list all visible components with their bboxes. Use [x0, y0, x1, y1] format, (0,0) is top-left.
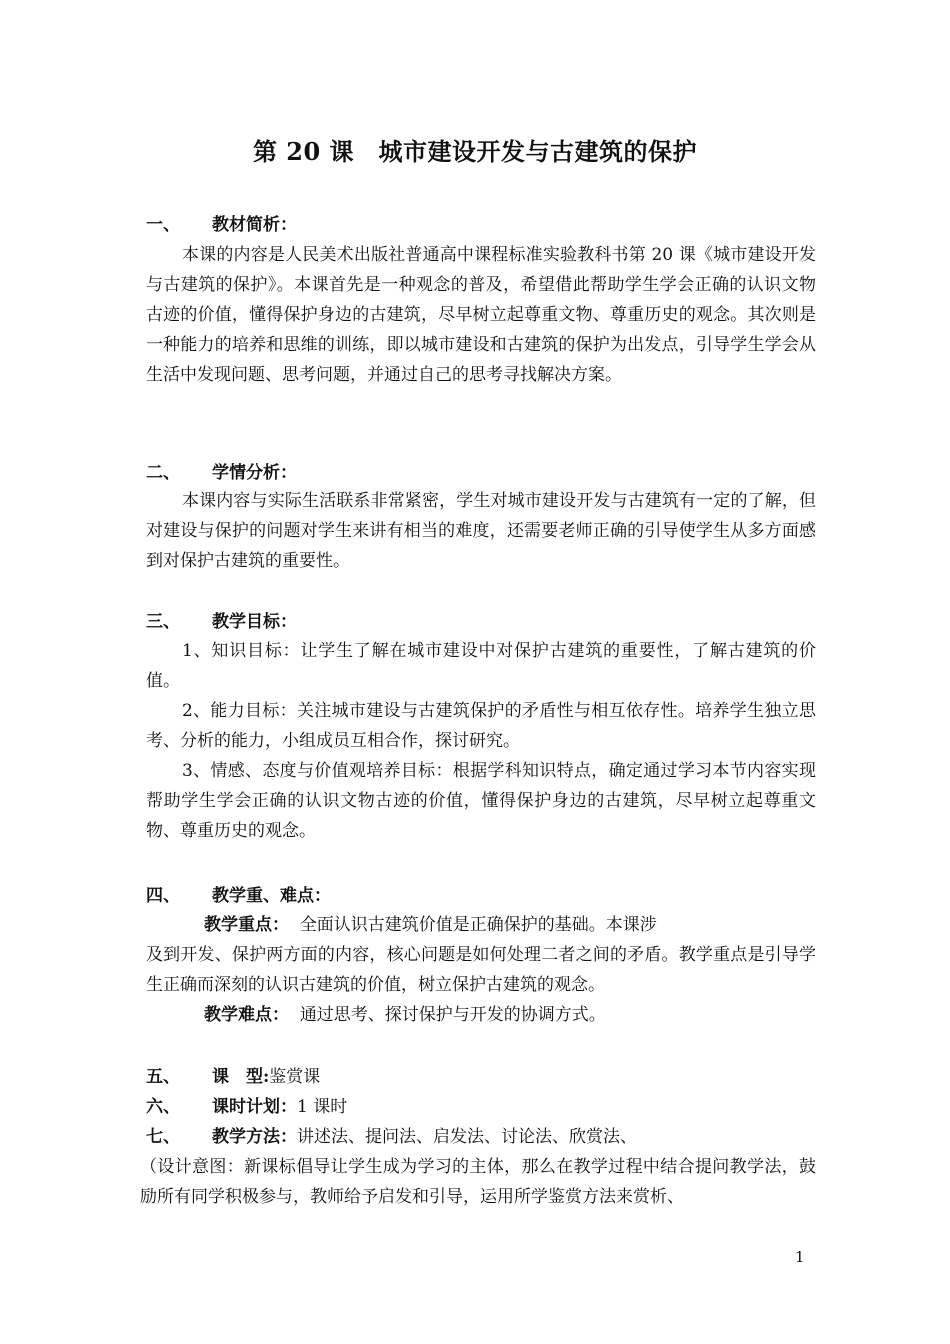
- key-point-line: [146, 910, 816, 940]
- section-number: 一、: [146, 215, 180, 235]
- objective-ability: 2、能力目标：关注城市建设与古建筑保护的矛盾性与相互依存性。培养学生独立思考、分析的能力，小组成员互相合作，探讨研究。: [146, 701, 816, 751]
- design-note-text: （设计意图：新课标倡导让学生成为学习的主体，那么在教学过程中结合提问教学法，鼓励所有同学积极参与，教师给予启发和引导，运用所学鉴赏方法来赏析、: [140, 1157, 816, 1207]
- section-heading-5: [146, 1062, 320, 1092]
- objective-knowledge: 1、知识目标：让学生了解在城市建设中对保护古建筑的重要性，了解古建筑的价值。: [146, 641, 816, 691]
- section-body-4: [146, 910, 816, 1030]
- objective-attitude: 3、情感、态度与价值观培养目标：根据学科知识特点，确定通过学习本节内容实现帮助学生学会正确的认识文物古迹的价值，懂得保护身边的古建筑，尽早树立起尊重文物、尊重历史的观念。: [146, 761, 816, 841]
- paragraph: 本课内容与实际生活联系非常紧密，学生对城市建设开发与古建筑有一定的了解，但对建设与保护的问题对学生来讲有相当的难度，还需要老师正确的引导使学生从多方面感到对保护古建筑的重要性。: [146, 491, 816, 571]
- section-title: 课时计划：: [212, 1097, 297, 1117]
- section-heading-1: [146, 210, 297, 240]
- section-title: 教学重、难点：: [212, 886, 331, 906]
- page-title: 第 20 课 城市建设开发与古建筑的保护: [252, 137, 698, 166]
- section-body-3: [146, 636, 816, 846]
- design-note: [140, 1152, 816, 1212]
- section-body-2: [146, 486, 816, 576]
- difficulty-text: 通过思考、探讨保护与开发的协调方式。: [299, 1005, 606, 1025]
- section-value: 鉴赏课: [269, 1067, 321, 1087]
- section-title: 教学目标：: [212, 612, 297, 632]
- section-title: 教材简析：: [212, 215, 297, 235]
- section-heading-3: [146, 607, 297, 637]
- section-title: 课 型:: [212, 1067, 270, 1087]
- key-point-text: 全面认识古建筑价值是正确保护的基础。本课涉: [299, 915, 657, 935]
- section-value: 讲述法、提问法、启发法、讨论法、欣赏法、: [297, 1127, 637, 1147]
- section-body-1: [146, 240, 816, 390]
- section-title: 学情分析：: [212, 463, 297, 483]
- difficulty-label: 教学难点：: [204, 1005, 289, 1025]
- page-number: 1: [795, 1248, 805, 1266]
- section-heading-2: [146, 458, 297, 488]
- section-heading-7: [146, 1122, 637, 1152]
- section-number: 四、: [146, 886, 180, 906]
- paragraph: 本课的内容是人民美术出版社普通高中课程标准实验教科书第 20 课《城市建设开发与古建筑的保护》。本课首先是一种观念的普及，希望借此帮助学生学会正确的认识文物古迹的价值，懂得保护身边的古建筑，尽早树立起尊重文物、尊重历史的观念。其次则是一种能力的培养和思维的训练，即以城市建设和古建筑的保护为出发点，引导学生学会从生活中发现问题、思考问题，并通过自己的思考寻找解决方案。: [146, 245, 816, 385]
- key-point-label: 教学重点：: [204, 915, 289, 935]
- section-heading-6: [146, 1092, 347, 1122]
- difficulty-line: [146, 1000, 816, 1030]
- section-value: 1 课时: [297, 1097, 348, 1117]
- section-number: 二、: [146, 463, 180, 483]
- section-title: 教学方法：: [212, 1127, 297, 1147]
- section-number: 六、: [146, 1097, 180, 1117]
- section-number: 七、: [146, 1127, 180, 1147]
- section-heading-4: [146, 881, 331, 911]
- key-point-continuation: 及到开发、保护两方面的内容，核心问题是如何处理二者之间的矛盾。教学重点是引导学生正确而深刻的认识古建筑的价值，树立保护古建筑的观念。: [146, 945, 816, 995]
- section-number: 三、: [146, 612, 180, 632]
- section-number: 五、: [146, 1067, 180, 1087]
